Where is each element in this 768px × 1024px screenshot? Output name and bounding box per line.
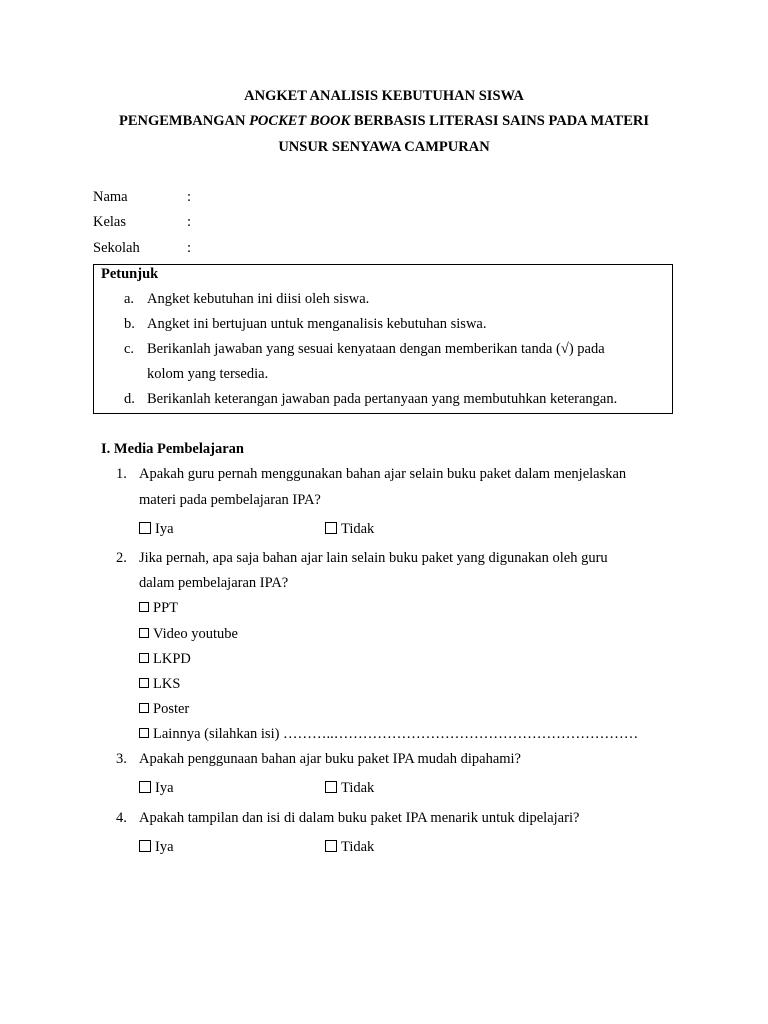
option-iya[interactable]	[139, 838, 174, 856]
checkbox-icon[interactable]	[139, 703, 149, 713]
checkbox-icon[interactable]	[139, 678, 149, 688]
checkbox-icon[interactable]	[139, 628, 149, 638]
option-iya[interactable]	[139, 779, 174, 797]
checkbox-icon[interactable]	[139, 653, 149, 663]
option-tidak[interactable]	[325, 520, 374, 538]
item-text: Angket kebutuhan ini diisi oleh siswa.	[147, 291, 370, 307]
option-label: LKPD	[153, 651, 191, 667]
item-marker: d.	[124, 391, 135, 407]
question-text: Apakah tampilan dan isi di dalam buku paket IPA menarik untuk dipelajari?	[139, 810, 580, 826]
checkbox-icon[interactable]	[139, 840, 151, 852]
instruction-item	[124, 390, 617, 408]
field-label: Kelas	[93, 214, 127, 230]
option-label: Lainnya (silahkan isi) ………..………………………………………………………	[153, 726, 639, 742]
option-lainnya[interactable]	[139, 725, 638, 743]
field-colon: :	[187, 240, 192, 256]
checkbox-icon[interactable]	[139, 602, 149, 612]
title-italic: POCKET BOOK	[249, 113, 351, 129]
option-label: Tidak	[341, 521, 375, 537]
option-label: Tidak	[341, 780, 375, 796]
field-label: Sekolah	[93, 240, 140, 256]
option-ppt[interactable]	[139, 599, 178, 617]
option-label: LKS	[153, 676, 181, 692]
question-number: 1.	[116, 466, 127, 482]
section-title: Media Pembelajaran	[113, 441, 244, 457]
doc-title-line-2	[0, 112, 768, 130]
instructions-title: Petunjuk	[101, 266, 159, 282]
option-label: PPT	[153, 600, 178, 616]
checkbox-icon[interactable]	[325, 781, 337, 793]
field-kelas[interactable]	[93, 213, 191, 231]
question-text: Jika pernah, apa saja bahan ajar lain selain buku paket yang digunakan oleh guru	[139, 550, 608, 566]
item-text: Berikanlah jawaban yang sesuai kenyataan dengan memberikan tanda (√) pada	[147, 341, 605, 357]
option-label: Tidak	[341, 839, 375, 855]
section-number: I.	[101, 441, 111, 457]
question-text: Apakah guru pernah menggunakan bahan ajar selain buku paket dalam menjelaskan	[139, 466, 627, 482]
option-label: Poster	[153, 701, 190, 717]
instruction-item	[124, 290, 369, 308]
item-text: Berikanlah keterangan jawaban pada pertanyaan yang membutuhkan keterangan.	[147, 391, 618, 407]
option-label: Iya	[155, 780, 174, 796]
option-tidak[interactable]	[325, 779, 374, 797]
field-colon: :	[187, 189, 192, 205]
question-text-continuation: materi pada pembelajaran IPA?	[139, 492, 321, 508]
field-colon: :	[187, 214, 192, 230]
instruction-item-continuation: kolom yang tersedia.	[147, 366, 269, 382]
title-suffix: BERBASIS LITERASI SAINS PADA MATERI	[350, 113, 650, 129]
question-number: 4.	[116, 810, 127, 826]
item-text: Angket ini bertujuan untuk menganalisis kebutuhan siswa.	[147, 316, 487, 332]
checkbox-icon[interactable]	[139, 522, 151, 534]
instruction-item	[124, 340, 605, 358]
title-prefix: PENGEMBANGAN	[118, 113, 250, 129]
checkbox-icon[interactable]	[139, 781, 151, 793]
question-text: Apakah penggunaan bahan ajar buku paket IPA mudah dipahami?	[139, 751, 521, 767]
instruction-item	[124, 315, 486, 333]
field-nama[interactable]	[93, 188, 191, 206]
option-label: Iya	[155, 839, 174, 855]
option-label: Video youtube	[153, 626, 238, 642]
option-poster[interactable]	[139, 700, 189, 718]
option-label: Iya	[155, 521, 174, 537]
checkbox-icon[interactable]	[139, 728, 149, 738]
checkbox-icon[interactable]	[325, 522, 337, 534]
field-sekolah[interactable]	[93, 239, 191, 257]
doc-title-line-1: ANGKET ANALISIS KEBUTUHAN SISWA	[244, 88, 524, 104]
doc-title-line-3: UNSUR SENYAWA CAMPURAN	[278, 139, 490, 155]
checkbox-icon[interactable]	[325, 840, 337, 852]
question-text-continuation: dalam pembelajaran IPA?	[139, 575, 289, 591]
question-number: 2.	[116, 550, 127, 566]
option-video-youtube[interactable]	[139, 625, 238, 643]
option-lkpd[interactable]	[139, 650, 191, 668]
item-marker: c.	[124, 341, 135, 357]
item-marker: b.	[124, 316, 135, 332]
option-tidak[interactable]	[325, 838, 374, 856]
option-lks[interactable]	[139, 675, 180, 693]
field-label: Nama	[93, 189, 128, 205]
option-iya[interactable]	[139, 520, 174, 538]
section-heading	[101, 440, 244, 458]
question-number: 3.	[116, 751, 127, 767]
instructions-box	[93, 264, 673, 414]
item-marker: a.	[124, 291, 135, 307]
